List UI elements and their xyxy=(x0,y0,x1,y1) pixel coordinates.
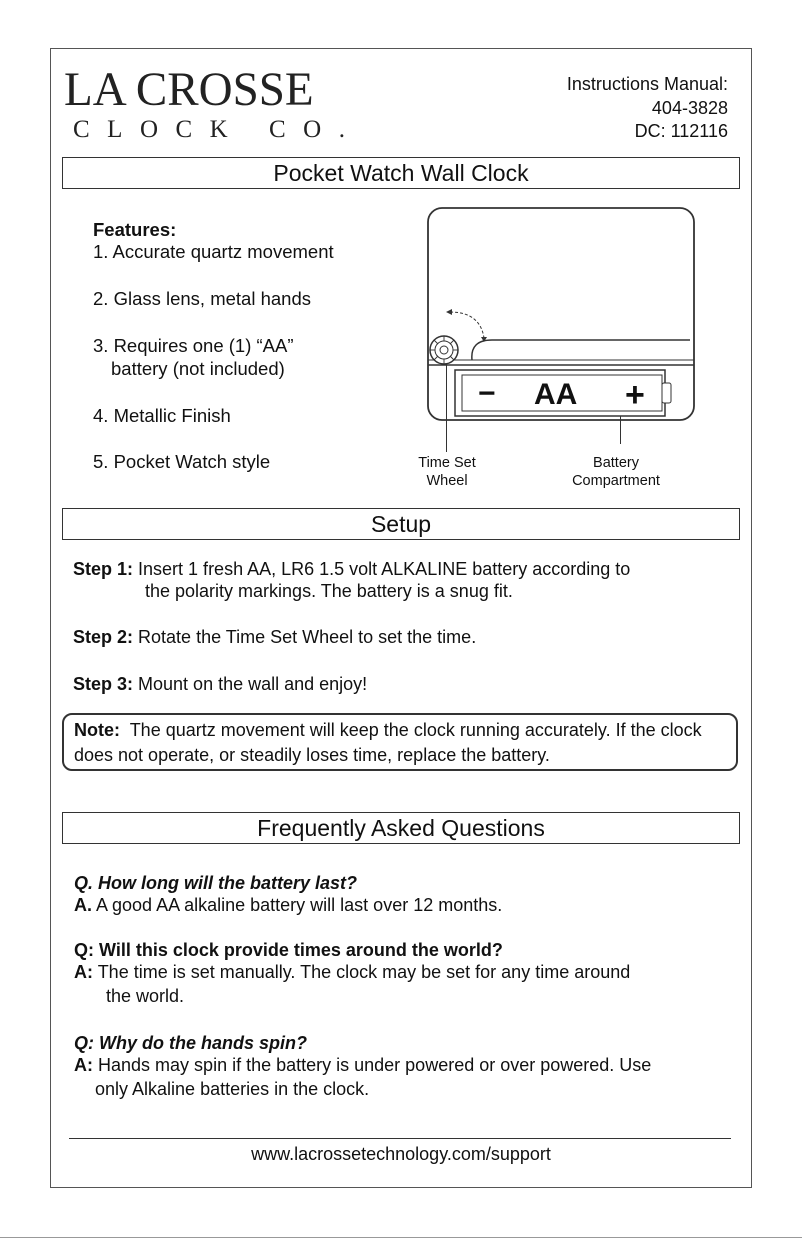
feature-item: 2. Glass lens, metal hands xyxy=(93,288,311,309)
note-box xyxy=(62,713,738,771)
faq-answer-2-cont: the world. xyxy=(106,986,185,1006)
features-heading: Features: xyxy=(93,219,177,240)
faq-answer-3-cont: only Alkaline batteries in the clock. xyxy=(95,1079,370,1099)
model-number: 404-3828 xyxy=(651,98,728,118)
faq-question-3: Q: Why do the hands spin? xyxy=(74,1033,307,1053)
dc-code: DC: 112116 xyxy=(634,121,728,141)
product-title: Pocket Watch Wall Clock xyxy=(62,157,740,189)
step-3 xyxy=(73,673,367,695)
feature-item: 3. Requires one (1) “AA” xyxy=(93,335,294,356)
answer-1-text: A good AA alkaline battery will last over 12 months. xyxy=(96,895,503,915)
step-2-label: Step 2: xyxy=(73,627,134,647)
battery-terminal-icon xyxy=(662,383,671,403)
logo-wordmark: LA CROSSE xyxy=(64,63,314,116)
step-2-text: Rotate the Time Set Wheel to set the time. xyxy=(138,627,477,647)
answer-3-text: Hands may spin if the battery is under powered or over powered. Use xyxy=(98,1055,652,1075)
note-text: The quartz movement will keep the clock running accurately. If the clock does not operate, or steadily loses time, replace the battery. xyxy=(74,720,702,765)
battery-caption-line1: Battery xyxy=(593,455,639,471)
footer-divider xyxy=(69,1138,731,1139)
note-label: Note: xyxy=(74,720,120,740)
step-1 xyxy=(73,558,630,580)
battery-caption-line2: Compartment xyxy=(572,473,660,489)
support-url: www.lacrossetechnology.com/support xyxy=(251,1144,551,1164)
setup-title: Setup xyxy=(62,508,740,540)
feature-item: 4. Metallic Finish xyxy=(93,405,231,426)
page-bottom-edge xyxy=(0,1237,802,1238)
step-2 xyxy=(73,626,476,648)
answer-2-text: The time is set manually. The clock may be set for any time around xyxy=(97,962,631,982)
time-set-leader-line xyxy=(446,364,447,452)
step-3-label: Step 3: xyxy=(73,674,134,694)
time-set-caption-line2: Wheel xyxy=(426,473,468,489)
arrow-head-icon xyxy=(446,309,452,315)
compartment-top-edge xyxy=(472,340,690,360)
answer-1-label: A. xyxy=(74,895,92,915)
step-1-label: Step 1: xyxy=(73,559,134,579)
step-1-text-cont: the polarity markings. The battery is a snug fit. xyxy=(145,581,513,601)
faq-question-2: Q: Will this clock provide times around the world? xyxy=(74,940,503,960)
battery-leader-line xyxy=(620,416,621,444)
time-set-caption-line1: Time Set xyxy=(418,455,476,471)
logo-subtitle: CLOCK CO. xyxy=(73,116,363,143)
feature-item: 5. Pocket Watch style xyxy=(93,451,271,472)
minus-icon: − xyxy=(478,377,496,410)
answer-3-label: A: xyxy=(74,1055,93,1075)
step-1-text: Insert 1 fresh AA, LR6 1.5 volt ALKALINE battery according to xyxy=(138,559,631,579)
feature-item: 1. Accurate quartz movement xyxy=(93,241,334,262)
faq-answer-1 xyxy=(74,894,502,916)
faq-title: Frequently Asked Questions xyxy=(62,812,740,844)
faq-question-1: Q. How long will the battery last? xyxy=(74,873,358,893)
plus-icon: + xyxy=(625,376,645,414)
step-3-text: Mount on the wall and enjoy! xyxy=(138,674,368,694)
feature-item: battery (not included) xyxy=(111,358,285,379)
manual-label: Instructions Manual: xyxy=(566,74,728,94)
answer-2-label: A: xyxy=(74,962,93,982)
battery-label: AA xyxy=(534,378,578,411)
time-set-wheel-icon xyxy=(430,336,458,364)
faq-answer-3 xyxy=(74,1054,651,1076)
clock-back-diagram xyxy=(410,200,710,440)
faq-answer-2 xyxy=(74,961,630,983)
rotation-arrow-icon xyxy=(450,312,484,338)
